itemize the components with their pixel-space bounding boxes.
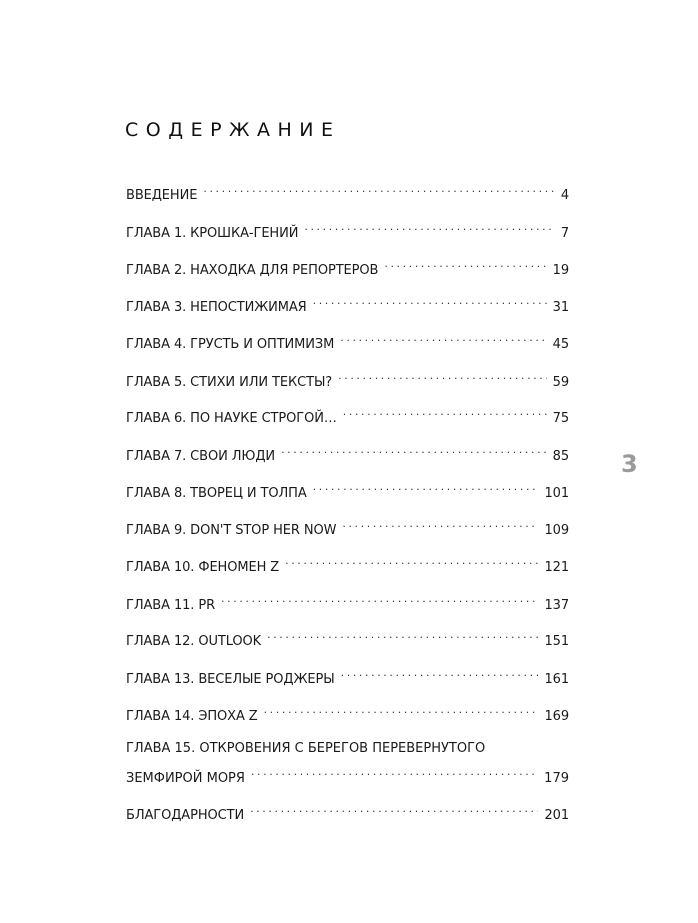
toc-entry-chapter-3: [126, 294, 569, 316]
toc-entry-chapter-7: [126, 443, 569, 465]
dot-leader: [341, 666, 539, 683]
toc-entry-label: ГЛАВА 7. СВОИ ЛЮДИ: [126, 449, 276, 464]
dot-leader: [342, 517, 538, 534]
toc-entry-label: ГЛАВА 14. ЭПОХА Z: [126, 709, 258, 724]
toc-entry-page: 137: [544, 598, 569, 613]
toc-entry-chapter-1: [126, 220, 569, 242]
toc-entry-page: 101: [544, 486, 569, 501]
toc-entry-page: 4: [560, 188, 569, 203]
toc-entry-page: 121: [544, 560, 569, 575]
dot-leader: [338, 369, 547, 386]
toc-entry-chapter-5: [126, 369, 569, 391]
toc-entry-chapter-8: [126, 480, 569, 502]
toc-entry-page: 201: [544, 808, 569, 823]
toc-entry-chapter-15: [126, 740, 569, 787]
dot-leader: [251, 765, 538, 782]
dot-leader: [343, 405, 547, 422]
toc-entry-page: 169: [544, 709, 569, 724]
toc-entry-label: ГЛАВА 13. ВЕСЕЛЫЕ РОДЖЕРЫ: [126, 672, 335, 687]
toc-entry-chapter-13: [126, 666, 569, 688]
toc-entry-page: 31: [552, 300, 569, 315]
toc-entry-chapter-4: [126, 331, 569, 353]
page-title: СОДЕРЖАНИЕ: [125, 119, 341, 141]
toc-entry-page: 161: [544, 672, 569, 687]
toc-entry-page: 85: [552, 449, 569, 464]
toc-entry-label: ГЛАВА 11. PR: [126, 598, 216, 613]
dot-leader: [281, 443, 547, 460]
dot-leader: [250, 802, 538, 819]
dot-leader: [203, 182, 554, 199]
toc-entry-label: ГЛАВА 9. DON'T STOP HER NOW: [126, 523, 337, 538]
toc-entry-label: ГЛАВА 12. OUTLOOK: [126, 634, 262, 649]
toc-entry-chapter-14: [126, 703, 569, 725]
toc-entry-page: 75: [552, 411, 569, 426]
dot-leader: [304, 220, 554, 237]
dot-leader: [313, 294, 547, 311]
toc-entry-label: ГЛАВА 6. ПО НАУКЕ СТРОГОЙ…: [126, 411, 337, 426]
toc-entry-page: 7: [560, 226, 569, 241]
toc-entry-label: ГЛАВА 10. ФЕНОМЕН Z: [126, 560, 280, 575]
toc-entry-label: ВВЕДЕНИЕ: [126, 188, 198, 203]
toc-entry-page: 45: [552, 337, 569, 352]
dot-leader: [313, 480, 539, 497]
dot-leader: [264, 703, 539, 720]
toc-entry-label-continued: ЗЕМФИРОЙ МОРЯ: [126, 771, 245, 786]
toc-entry-chapter-2: [126, 257, 569, 279]
toc-entry-label: ГЛАВА 2. НАХОДКА ДЛЯ РЕПОРТЕРОВ: [126, 263, 379, 278]
toc-entry-label: ГЛАВА 3. НЕПОСТИЖИМАЯ: [126, 300, 307, 315]
page-number: 3: [621, 450, 638, 478]
dot-leader: [384, 257, 546, 274]
toc-entry-page: 179: [544, 771, 569, 786]
dot-leader: [221, 592, 538, 609]
toc-entry-chapter-10: [126, 554, 569, 576]
toc-entry-chapter-12: [126, 628, 569, 650]
toc-entry-chapter-6: [126, 405, 569, 427]
toc-entry-page: 19: [552, 263, 569, 278]
toc-entry-page: 109: [544, 523, 569, 538]
dot-leader: [340, 331, 546, 348]
toc-entry-label: ГЛАВА 15. ОТКРОВЕНИЯ С БЕРЕГОВ ПЕРЕВЕРНУТОГО: [126, 741, 486, 756]
toc-entry-label: ГЛАВА 4. ГРУСТЬ И ОПТИМИЗМ: [126, 337, 335, 352]
toc-entry-introduction: [126, 182, 569, 204]
toc-entry-chapter-11: [126, 592, 569, 614]
toc-entry-label: ГЛАВА 1. КРОШКА-ГЕНИЙ: [126, 226, 299, 241]
toc-entry-label: ГЛАВА 8. ТВОРЕЦ И ТОЛПА: [126, 486, 307, 501]
toc-entry-label: ГЛАВА 5. СТИХИ ИЛИ ТЕКСТЫ?: [126, 375, 333, 390]
toc-entry-acknowledgements: [126, 802, 569, 824]
dot-leader: [267, 628, 538, 645]
toc-entry-chapter-9: [126, 517, 569, 539]
toc-entry-page: 151: [544, 634, 569, 649]
toc-entry-label: БЛАГОДАРНОСТИ: [126, 808, 245, 823]
dot-leader: [285, 554, 538, 571]
toc-entry-page: 59: [552, 375, 569, 390]
